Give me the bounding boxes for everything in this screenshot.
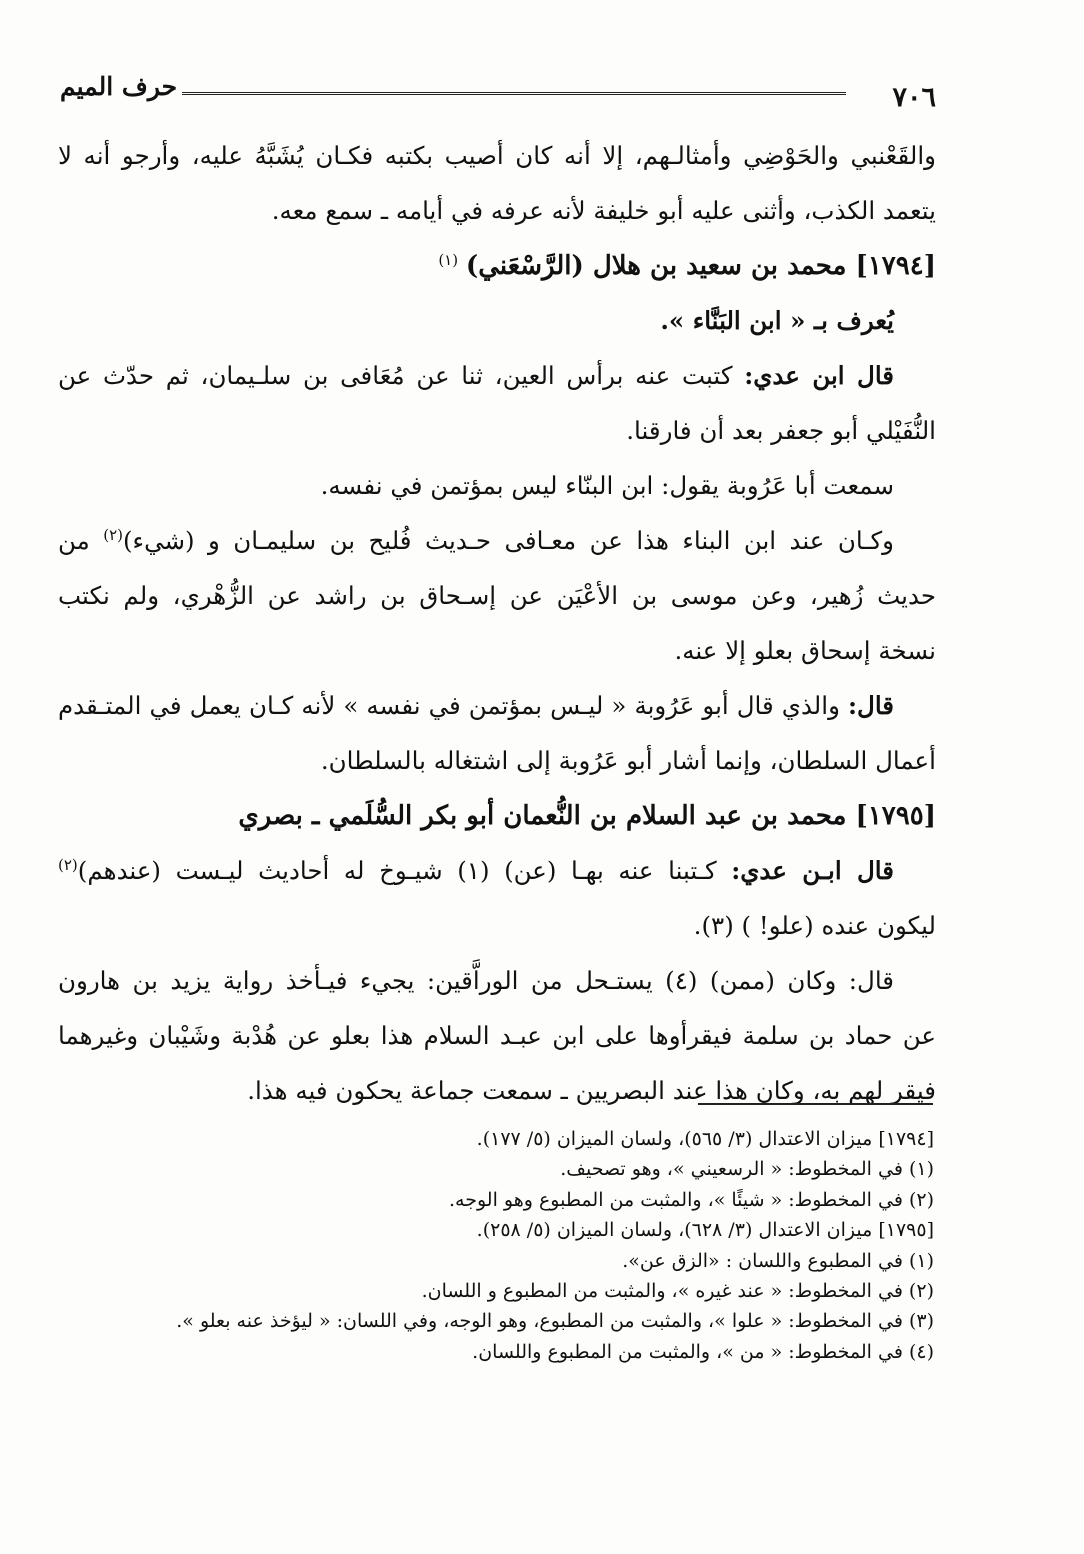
header-rule [182, 92, 846, 95]
entry-heading-1794: [١٧٩٤] محمد بن سعيد بن هلال (الرَّسْعَني) $^{(١)}$ [438, 250, 936, 281]
footnote: (١) في المخطوط: « الرسعيني »، وهو تصحيف. [560, 1158, 934, 1181]
speaker-label: قال ابـن عدي: [731, 856, 894, 885]
footnote-separator [698, 1103, 933, 1105]
footnote: (٣) في المخطوط: « علوا »، والمثبت من المطبوع، وهو الوجه، وفي اللسان: « ليؤخذ عنه بعلو ». [176, 1310, 934, 1333]
page-header [60, 72, 936, 112]
text-line: فيقر لهم به، وكان هذا عند البصريين ـ سمعت جماعة يحكون فيه هذا. [247, 1076, 936, 1105]
main-text [58, 128, 936, 1118]
text-line: ليكون عنده (علو! ) (٣). [693, 911, 936, 940]
text-line: قال: وكان (ممن) (٤) يستـحل من الوراَّقين: يجيء فيـأخذ رواية يزيد بن هارون [58, 966, 894, 995]
footnote-marker: (١) [438, 250, 459, 269]
text-line: نسخة إسحاق بعلو إلا عنه. [674, 636, 936, 665]
footnote-marker: (٢) [103, 525, 123, 544]
footnote-marker: (٢) [58, 855, 78, 874]
text-line: حديث زُهير، وعن موسى بن الأعْيَن عن إسـحاق بن راشد عن الزُّهْري، ولم نكتب [58, 581, 936, 610]
text-line: قال ابـن عدي: كـتبنا عنه بهـا (عن) (١) شيـوخ له أحاديث ليـست (عندهم)$^{(٢)}$ [58, 855, 894, 885]
footnote: (١) في المطبوع واللسان : «الزق عن». [622, 1249, 934, 1272]
chapter-title: حرف الميم [60, 72, 178, 101]
speaker-label: قال: [847, 691, 894, 720]
speaker-label: قال ابن عدي: [744, 361, 895, 390]
footnote: [١٧٩٥] ميزان الاعتدال (٣/ ٦٢٨)، ولسان الميزان (٥/ ٢٥٨). [476, 1219, 934, 1242]
text-line: وكـان عند ابن البناء هذا عن معـافى حـديث فُليح بن سليمـان و (شيء)$^{(٢)}$ من [58, 525, 895, 555]
footnotes [60, 1124, 934, 1367]
text-line: سمعت أبا عَرُوبة يقول: ابن البنّاء ليس بمؤتمن في نفسه. [320, 471, 894, 500]
text-line: قال ابن عدي: كتبت عنه برأس العين، ثنا عن مُعَافى بن سلـيمان، ثم حدّث عن [58, 361, 895, 390]
footnote: [١٧٩٤] ميزان الاعتدال (٣/ ٥٦٥)، ولسان الميزان (٥/ ١٧٧). [476, 1128, 934, 1150]
page-number: ٧٠٦ [892, 82, 936, 113]
footnote: (٢) في المخطوط: « شيئًا »، والمثبت من المطبوع وهو الوجه. [449, 1188, 934, 1211]
text-line: يُعرف بـ « ابن البَنَّاء ». [660, 306, 894, 335]
text-line: يتعمد الكذب، وأثنى عليه أبو خليفة لأنه عرفه في أيامه ـ سمع معه. [271, 196, 936, 225]
text-line: والقَعْنبي والحَوْضِي وأمثالـهم، إلا أنه كان أصيب بكتبه فكـان يُشَبَّهُ عليه، وأرجو أنه لا [58, 141, 936, 170]
footnote: (٢) في المخطوط: « عند غيره »، والمثبت من المطبوع و اللسان. [421, 1279, 934, 1302]
entry-heading-1795: [١٧٩٥] محمد بن عبد السلام بن النُّعمان أبو بكر السُّلَمي ـ بصري [238, 801, 936, 831]
text-line: عن حماد بن سلمة فيقرأوها على ابن عبـد السلام هذا بعلو عن هُدْبة وشَيْبان وغيرهما [58, 1021, 936, 1050]
text-line: قال: والذي قال أبو عَرُوبة « ليـس بمؤتمن في نفسه » لأنه كـان يعمل في المتـقدم [58, 691, 894, 720]
footnote: (٤) في المخطوط: « من »، والمثبت من المطبوع واللسان. [472, 1340, 934, 1363]
text-line: أعمال السلطان، وإنما أشار أبو عَرُوبة إلى اشتغاله بالسلطان. [320, 746, 936, 775]
text-line: النُّفَيْلي أبو جعفر بعد أن فارقنا. [626, 416, 936, 445]
